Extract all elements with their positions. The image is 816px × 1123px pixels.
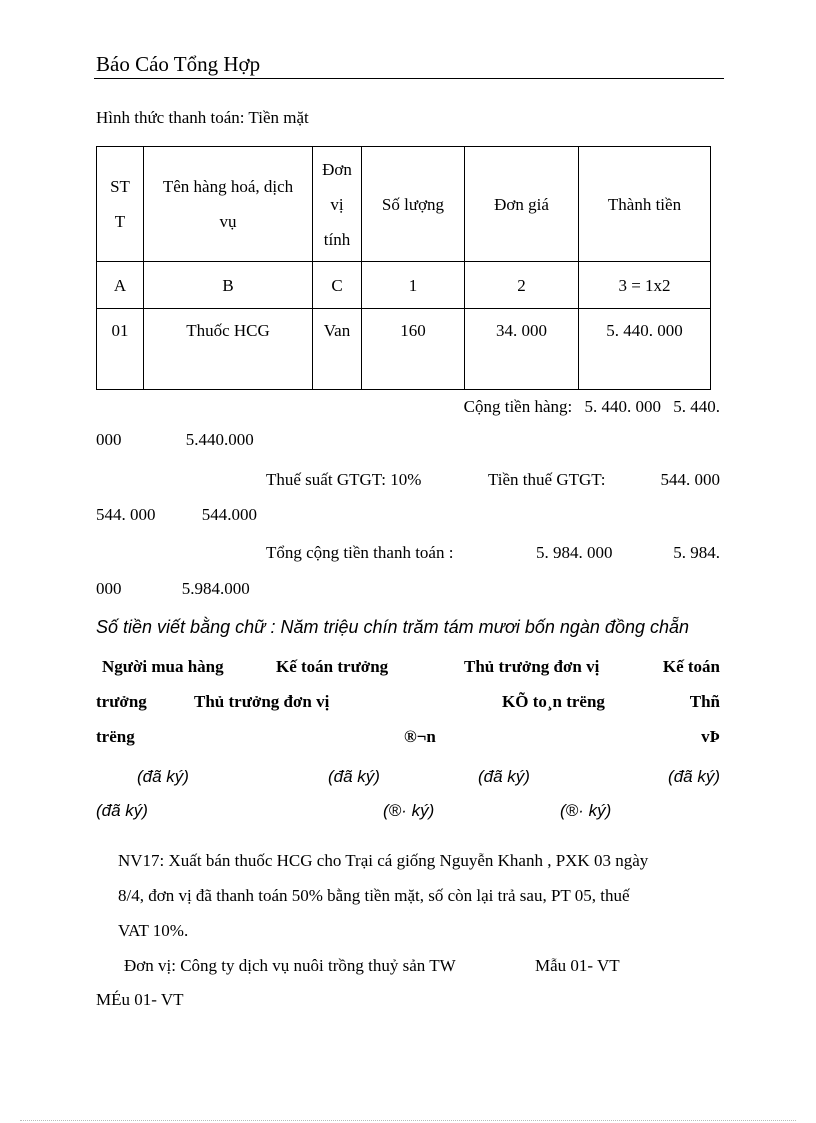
header-stt: ST T: [97, 147, 144, 262]
invoice-table: [96, 146, 711, 390]
vat-amount-label: Tiền thuế GTGT:: [488, 470, 606, 489]
signed-mark: (đã ký): [137, 767, 189, 786]
payment-method: Hình thức thanh toán: Tiền mặt: [96, 108, 309, 127]
cell-item-name: Thuốc HCG: [144, 309, 313, 390]
grand-total-value-2: 5. 984.: [673, 543, 720, 562]
table-header-row: [97, 147, 711, 262]
signed-mark: (đã ký): [96, 801, 148, 820]
sig-line2-c: KÕ to¸n trëng: [502, 692, 605, 711]
header-unit-price: Đơn giá: [465, 147, 579, 262]
code-c: C: [313, 262, 362, 309]
header-amount: Thành tiền: [579, 147, 711, 262]
sig-line2-b: Thủ trưởng đơn vị: [194, 692, 330, 711]
sig-line2-a: trưởng: [96, 692, 147, 711]
cell-quantity: 160: [362, 309, 465, 390]
goods-total-line: Cộng tiền hàng: 5. 440. 000 5. 440.: [463, 397, 720, 416]
form-code-garbled: MÉu 01- VT: [96, 990, 184, 1009]
code-b: B: [144, 262, 313, 309]
grand-total-continued: 000 5.984.000: [96, 579, 250, 598]
sig-line3-c: vÞ: [701, 727, 720, 746]
signed-mark: (®· ký): [383, 801, 435, 820]
header-quantity: Số lượng: [362, 147, 465, 262]
grand-total-label: Tổng cộng tiền thanh toán :: [266, 543, 454, 562]
table-code-row: [97, 262, 711, 309]
form-code: Mẫu 01- VT: [535, 956, 620, 975]
grand-total-value-1: 5. 984. 000: [536, 543, 613, 562]
code-a: A: [97, 262, 144, 309]
cell-unit-price: 34. 000: [465, 309, 579, 390]
signed-mark: (đã ký): [328, 767, 380, 786]
amount-in-words: Số tiền viết bằng chữ : Năm triệu chín trăm tám mươi bốn ngàn đồng chẵn: [96, 617, 690, 637]
sig-buyer: Người mua hàng: [102, 657, 224, 676]
signed-mark: (®· ký): [560, 801, 612, 820]
unit-line-label: Đơn vị: Công ty dịch vụ nuôi trồng thuỷ sản TW: [124, 956, 456, 975]
code-total: 3 = 1x2: [579, 262, 711, 309]
header-item-name: Tên hàng hoá, dịch vụ: [144, 147, 313, 262]
sig-accountant: Kế toán: [662, 657, 720, 676]
header-unit: Đơn vị tính: [313, 147, 362, 262]
signed-mark: (đã ký): [478, 767, 530, 786]
sig-line3-a: trëng: [96, 727, 135, 746]
code-price: 2: [465, 262, 579, 309]
cell-unit: Van: [313, 309, 362, 390]
signed-mark: (đã ký): [668, 767, 720, 786]
sig-chief-accountant: Kế toán trưởng: [276, 657, 389, 676]
transaction-line-2: 8/4, đơn vị đã thanh toán 50% bằng tiền mặt, số còn lại trả sau, PT 05, thuế: [118, 886, 630, 905]
transaction-line-3: VAT 10%.: [118, 921, 189, 940]
page-header-title: Báo Cáo Tổng Hợp: [96, 52, 261, 76]
vat-rate: Thuế suất GTGT: 10%: [266, 470, 422, 489]
sig-line3-b: ®¬n: [404, 727, 436, 746]
vat-value-1: 544. 000: [660, 470, 720, 489]
cell-amount: 5. 440. 000: [579, 309, 711, 390]
transaction-line-1: NV17: Xuất bán thuốc HCG cho Trại cá giống Nguyễn Khanh , PXK 03 ngày: [118, 851, 649, 870]
sig-line2-d: Thñ: [689, 692, 720, 711]
cell-stt: 01: [97, 309, 144, 390]
table-row: [97, 309, 711, 390]
code-quantity: 1: [362, 262, 465, 309]
sig-director: Thủ trưởng đơn vị: [464, 657, 600, 676]
page-bottom-border: [20, 1120, 796, 1121]
header-divider: [94, 78, 724, 79]
goods-total-continued: 000 5.440.000: [96, 430, 254, 449]
vat-values-continued: 544. 000 544.000: [96, 505, 257, 524]
